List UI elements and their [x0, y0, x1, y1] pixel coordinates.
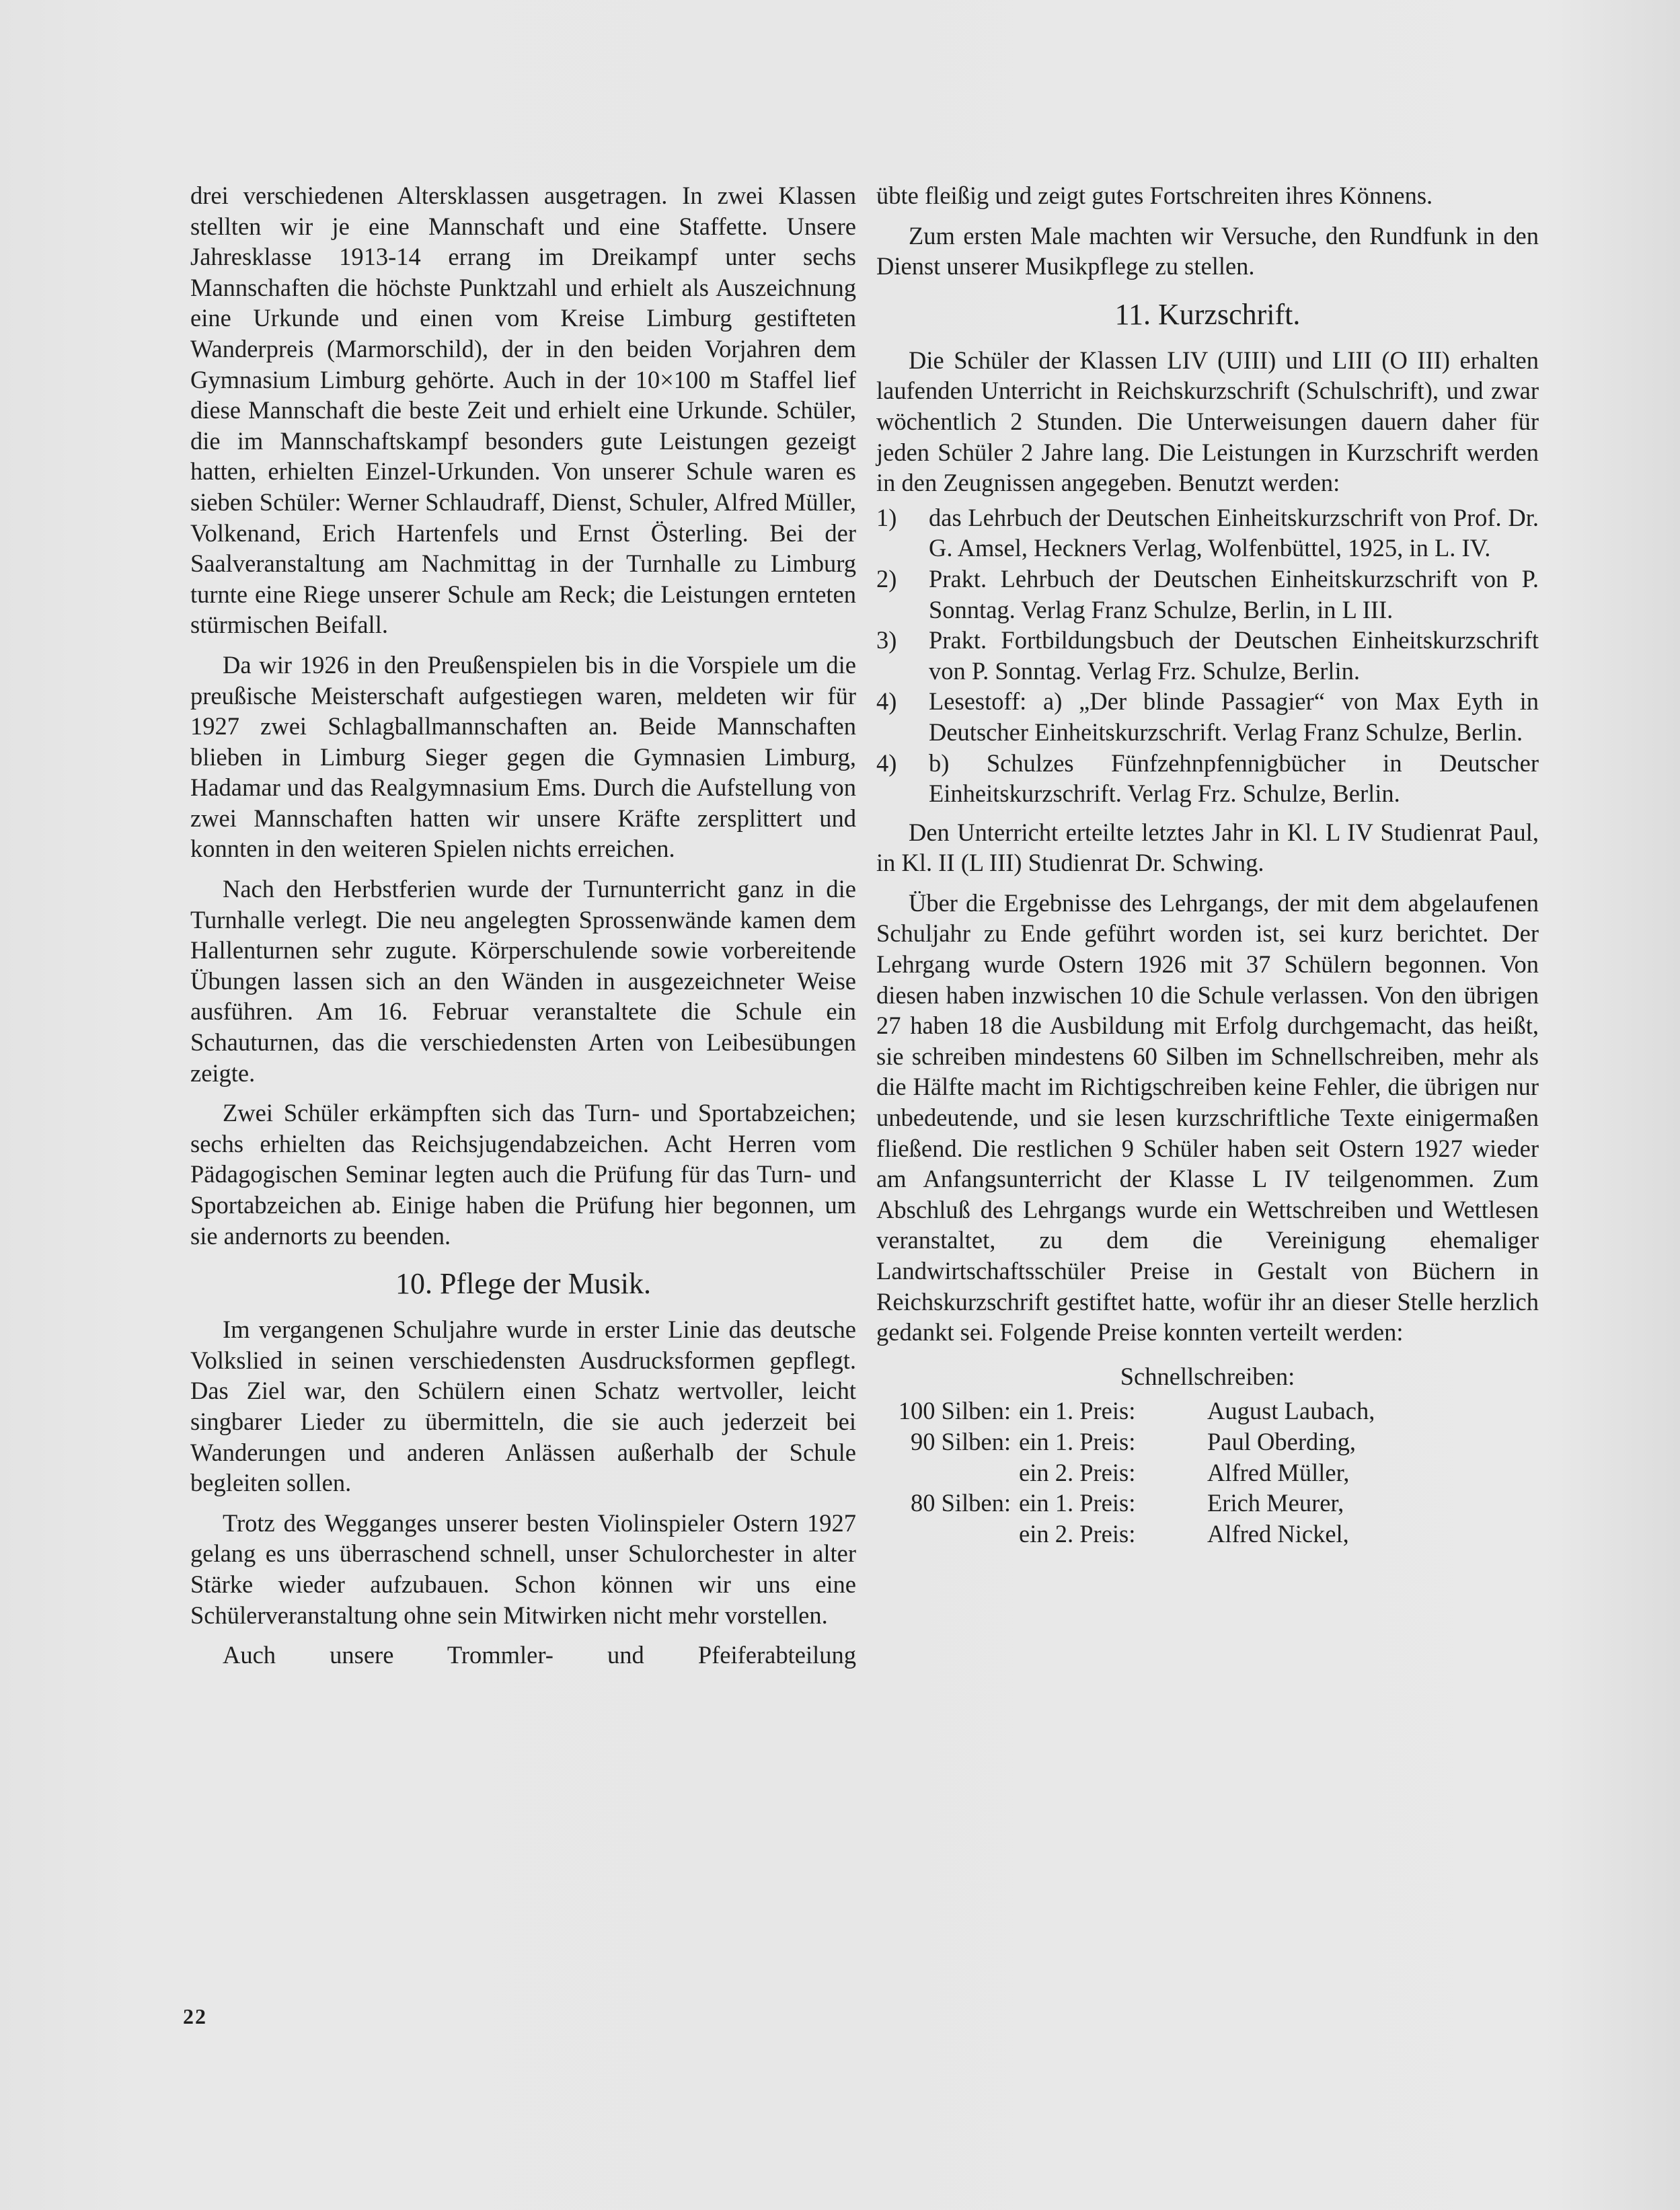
paragraph-sports-results: drei verschiedenen Altersklassen ausgetragen. In zwei Klassen stellten wir je eine Mannschaft und eine Staffette. Unsere Jahresklasse 1913-14 errang im Dreikampf unter sechs Mannschaften die höchste Punktzahl und erhielt als Auszeichnung eine Urkunde und einen vom Kreise Limburg gestifteten Wanderpreis (Marmorschild), der in den beiden Vorjahren dem Gymnasium Limburg gehörte. Auch in der 10×100 m Staffel lief diese Mannschaft die beste Zeit und erhielt eine Urkunde. Schüler, die im Mannschaftskampf besonders gute Leistungen gezeigt hatten, erhielten Einzel-Urkunden. Von unserer Schule waren es sieben Schüler: Werner Schlaudraff, Dienst, Schuler, Alfred Müller, Volkenand, Erich Hartenfels und Ernst Österling. Bei der Saalveranstaltung am Nachmittag in der Turnhalle zu Limburg turnte eine Riege unserer Schule am Reck; die Leistungen ernteten stürmischen Beifall. — [190, 182, 856, 639]
paragraph-trommler: Auch unsere Trommler- und Pfeiferabteilung — [223, 1641, 856, 1669]
section-heading-musik: 10. Pflege der Musik. — [395, 1267, 652, 1301]
paragraph-results: Über die Ergebnisse des Lehrgangs, der mit dem abgelaufenen Schuljahr zu Ende geführt worden ist, sei kurz berichtet. Der Lehrgang wurde Ostern 1926 mit 37 Schülern begonnen. Von diesen haben inzwischen 10 die Schule verlassen. Von den übrigen 27 haben 18 die Ausbildung mit Erfolg durchgemacht, das heißt, sie schreiben mindestens 60 Silben im Schnellschreiben, mehr als die Hälfte macht im Richtigschreiben keine Fehler, die übrigen nur unbedeutende, und sie lesen kurzschriftliche Texte einigermaßen fließend. Die restlichen 9 Schüler haben seit Ostern 1927 wieder am Anfangsunterricht der Klasse L IV teilgenommen. Zum Abschluß des Lehrgangs wurde ein Wettschreiben und Wettlesen veranstaltet, zu dem die Vereinigung ehemaliger Landwirtschaftsschüler Preise in Gestalt von Büchern in Reichskurzschrift gestiftet hatte, wofür ihr an dieser Stelle herzlich gedankt sei. Folgende Preise konnten verteilt werden: — [876, 888, 1539, 1346]
list-item-text: das Lehrbuch der Deutschen Einheitskurzschrift von Prof. Dr. G. Amsel, Heckners Verlag, Wolfenbüttel, 1925, in L. IV. — [929, 503, 1539, 562]
list-item-text: Prakt. Lehrbuch der Deutschen Einheitskurzschrift von P. Sonntag. Verlag Franz Schulze, Berlin, in L III. — [929, 564, 1539, 623]
prize-winner: August Laubach, — [1207, 1397, 1375, 1425]
prize-rank: ein 1. Preis: — [1019, 1489, 1136, 1517]
list-marker: 3) — [876, 626, 897, 654]
prize-row — [876, 1426, 1539, 1457]
prizes-table — [876, 1396, 1539, 1549]
list-item — [876, 686, 1539, 747]
prize-silben — [876, 1457, 1019, 1488]
prize-winner: Alfred Müller, — [1207, 1458, 1350, 1486]
paragraph-sportabzeichen: Zwei Schüler erkämpften sich das Turn- und Sportabzeichen; sechs erhielten das Reichsjugendabzeichen. Acht Herren vom Pädagogischen Seminar legten auch die Prüfung für das Turn- und Sportabzeichen ab. Einige haben die Prüfung hier begonnen, um sie andernorts zu beenden. — [190, 1099, 856, 1250]
list-marker: 2) — [876, 564, 897, 593]
prize-winner: Alfred Nickel, — [1207, 1519, 1349, 1548]
prize-row — [876, 1396, 1539, 1426]
paragraph-teachers: Den Unterricht erteilte letztes Jahr in Kl. L IV Studienrat Paul, in Kl. II (L III) Studienrat Dr. Schwing. — [876, 818, 1539, 877]
paragraph-schulorchester: Trotz des Wegganges unserer besten Violinspieler Ostern 1927 gelang es uns überraschend schnell, unser Schulorchester in alter Stärke wieder aufzubauen. Schon können wir uns eine Schülerveranstaltung ohne sein Mitwirken nicht mehr vorstellen. — [190, 1509, 856, 1629]
prize-rank: ein 1. Preis: — [1019, 1427, 1136, 1455]
prize-silben: 90 Silben: — [910, 1427, 1011, 1455]
section-heading-kurzschrift: 11. Kurzschrift. — [1114, 297, 1301, 331]
prize-rank: ein 2. Preis: — [1019, 1519, 1136, 1548]
list-item — [876, 625, 1539, 686]
list-item-text: b) Schulzes Fünfzehnpfennigbücher in Deutscher Einheitskurzschrift. Verlag Frz. Schulze, Berlin. — [929, 749, 1539, 808]
right-column — [876, 180, 1539, 1549]
left-column — [190, 180, 856, 1680]
prize-rank: ein 1. Preis: — [1019, 1397, 1136, 1425]
prize-row — [876, 1519, 1539, 1550]
list-marker: 4) — [876, 749, 897, 777]
page-number: 22 — [183, 2004, 207, 2028]
paragraph-kurzschrift-intro: Die Schüler der Klassen LIV (UIII) und LIII (O III) erhalten laufenden Unterricht in Reichskurzschrift (Schulschrift), und zwar wöchentlich 2 Stunden. Die Unterweisungen dauern daher für jeden Schüler 2 Jahre lang. Die Leistungen in Kurzschrift werden in den Zeugnissen angegeben. Benutzt werden: — [876, 346, 1539, 497]
prize-silben — [876, 1519, 1019, 1550]
prize-rank: ein 2. Preis: — [1019, 1458, 1136, 1486]
list-marker: 4) — [876, 687, 897, 716]
list-item-text: Prakt. Fortbildungsbuch der Deutschen Einheitskurzschrift von P. Sonntag. Verlag Frz. Schulze, Berlin. — [929, 626, 1539, 685]
prize-row — [876, 1457, 1539, 1488]
paragraph-rundfunk: Zum ersten Male machten wir Versuche, den Rundfunk in den Dienst unserer Musikpflege zu stellen. — [876, 221, 1539, 280]
prize-winner: Paul Oberding, — [1207, 1427, 1356, 1455]
paragraph-schlagball: Da wir 1926 in den Preußenspielen bis in die Vorspiele um die preußische Meisterschaft aufgestiegen waren, meldeten wir für 1927 zwei Schlagballmannschaften an. Beide Mannschaften blieben in Limburg Sieger gegen die Gymnasien Limburg, Hadamar und das Realgymnasium Ems. Durch die Aufstellung von zwei Mannschaften hatten wir unsere Kräfte zersplittert und konnten in den weiteren Spielen nichts erreichen. — [190, 650, 856, 863]
list-marker: 1) — [876, 503, 897, 531]
list-item — [876, 502, 1539, 564]
paragraph-continuation: übte fleißig und zeigt gutes Fortschreiten ihres Könnens. — [876, 182, 1433, 209]
prize-silben: 80 Silben: — [910, 1489, 1011, 1517]
paragraph-volkslied: Im vergangenen Schuljahre wurde in erster Linie das deutsche Volkslied in seinen verschiedensten Ausdrucksformen gepflegt. Das Ziel war, den Schülern einen Schatz wertvoller, leicht singbarer Lieder zu übermitteln, die sie auch jederzeit bei Wanderungen und anderen Anlässen außerhalb der Schule begleiten sollen. — [190, 1316, 856, 1497]
prize-row — [876, 1488, 1539, 1519]
textbook-list — [876, 502, 1539, 809]
list-item-text: Lesestoff: a) „Der blinde Passagier“ von Max Eyth in Deutscher Einheitskurzschrift. Verlag Franz Schulze, Berlin. — [929, 687, 1539, 746]
paragraph-turnhalle: Nach den Herbstferien wurde der Turnunterricht ganz in die Turnhalle verlegt. Die neu angelegten Sprossenwände kamen dem Hallenturnen sehr zugute. Körperschulende sowie vorbereitende Übungen lassen sich an den Wänden in ausgezeichneter Weise ausführen. Am 16. Februar veranstaltete die Schule ein Schauturnen, das die verschiedensten Arten von Leibesübungen zeigte. — [190, 875, 856, 1087]
prizes-title: Schnellschreiben: — [1120, 1362, 1295, 1390]
list-item — [876, 564, 1539, 625]
prize-silben: 100 Silben: — [898, 1397, 1011, 1425]
list-item — [876, 748, 1539, 809]
prize-winner: Erich Meurer, — [1207, 1489, 1344, 1517]
